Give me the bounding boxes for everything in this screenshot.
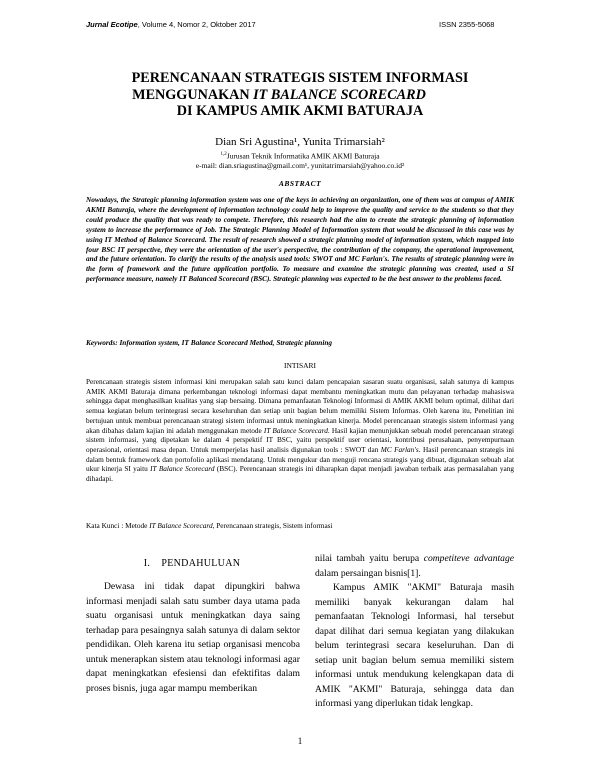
running-header-journal xyxy=(86,20,256,29)
intisari-p3-italic: IT Balance Scorecard xyxy=(150,464,215,474)
intisari-p1: Perencanaan strategis sistem informasi kini merupakan salah satu kunci dalam pencapaian sasaran suatu organisasi, salah satunya di kampus AMIK AKMI Baturaja dimana perkembangan teknologi informasi dapat membantu meningkatkan mutu dan pelayanan terhadap mahasiswa sehingga dapat menghasilkan kualitas yang siap bersaing. Dimana pemanfaatan Teknologi Informasi di AMIK AKMI belum optimal, dilihat dari semua kegiatan belum terintegrasi secara keseluruhan dan setiap unit bagian belum memiliki Sistem Informas. Oleh karena itu, Penelitian ini bertujuan untuk membuat perencanaan strategi sistem informasi untuk meningkatkan kinerja. Model perencanaan strategis sistem informasi yang akan dibahas dalam kajian ini adalah menggunakan metode xyxy=(86,377,514,435)
kata-kunci-a: Kata Kunci : Metode xyxy=(86,521,150,530)
page-number: 1 xyxy=(297,736,303,746)
title-line-2-italic: IT BALANCE SCORECARD xyxy=(253,86,426,103)
keywords: Keywords: Information system, IT Balance Scorecard Method, Strategic planning xyxy=(86,338,333,347)
right-paragraph-2: Kampus AMIK "AKMI" Baturaja masih memiliki banyak kekurangan dalam hal pemanfaatan Teknologi Informasi, hal tersebut dapat dilihat dari semua kegiatan yang dilakukan belum terintegrasi secara keseluruhan. Dan di setiap unit bagian belum semua memiliki sistem informasi untuk mendukung kelengkapan data di AMIK "AKMI" Baturaja, sehingga data dan informasi yang diperlukan tidak lengkap. xyxy=(315,582,514,709)
intisari-p2: . Hasil kajian menunjukkan sebuah model perencanaan strategi sistem informasi, yang dipetakan ke dalam 4 perspektif IT BSC, yaitu perspektif user orientasi, kontribusi perusahaan, penyempurnaan operasional, orientasi masa depan. Untuk memperjelas hasil analisis digunakan tools : SWOT dan xyxy=(86,425,515,454)
right-p1-italic: competiteve advantage xyxy=(423,553,515,564)
right-paragraph-1 xyxy=(315,552,514,581)
kata-kunci-italic: IT Balance Scorecard xyxy=(149,521,213,530)
right-p1-a: nilai tambah yaitu berupa xyxy=(315,553,424,564)
intisari-p1-italic: IT Balance Scorecard xyxy=(263,425,328,435)
kata-kunci-b: , Perencanaan strategis, Sistem informasi xyxy=(212,521,333,530)
right-p1-b: dalam persaingan bisnis[1]. xyxy=(315,567,421,579)
left-paragraph: Dewasa ini tidak dapat dipungkiri bahwa informasi menjadi salah satu sumber daya utama pada suatu organisasi untuk meningkatkan daya saing terhadap para pesaingnya salah satunya di dalam sektor pendidikan. Oleh karena itu setiap organisasi mencoba untuk menerapkan sistem atau teknologi informasi agar dapat meningkatkan efesiensi dan efektifitas dalam proses bisnis, juga agar mampu memberikan xyxy=(86,581,300,694)
authors: Dian Sri Agustina¹, Yunita Trimarsiah² xyxy=(215,136,385,148)
paper-title xyxy=(60,70,540,120)
title-line-2 xyxy=(18,87,540,104)
intisari-p3: . Hasil perencanaan strategis ini dalam bentuk framework dan portofolio aplikasi mendatang. Untuk mengukur dan menguji rencana strategis yang dibuat, digunakan sebuah alat ukur kinerja SI yaitu xyxy=(86,444,514,474)
intisari-p4: (BSC). Perencanaan strategis ini diharapkan dapat menjadi jawaban terbaik atas permasalahan yang dihadapi. xyxy=(86,464,515,484)
section-heading-pendahuluan xyxy=(86,558,298,569)
journal-details: , Volume 4, Nomor 2, Oktober 2017 xyxy=(137,20,256,29)
affiliation-email: e-mail: dian.sriagustina@gmail.com¹, yunitatrimarsiah@yahoo.co.id² xyxy=(195,161,405,170)
abstract-body: Nowadays, the Strategic planning information system was one of the keys in achieving an organization, one of them was at campus of AMIK AKMI Baturaja, where the development of information technology could help to improve the quality and service to the students so that they could produce the quality that was ready to compete. Therefore, this research had the aim to create the strategic planning of information system to increase the performance of Job. The Strategic Planning Model of Information system that would be discussed in this case was by using IT Method of Balance Scorecard. The result of research showed a strategic planning model of information system, which mapped into four BSC IT perspective, they were the orientation of the user's perspective, the contribution of the company, the operational improvement, and the future orientation. To clarify the results of the analysis used tools: SWOT and MC Farlan's. The results of strategic planning were in the form of framework and the future application portfolio. To measure and examine the strategic planning was created, used a SI performance measure, namely IT Balanced Scorecard (BSC). Strategic planning was expected to be the best answer to the problems faced. xyxy=(86,195,514,284)
title-line-2-text: MENGGUNAKAN xyxy=(132,86,254,103)
affiliation-sup: 1,2 xyxy=(220,152,227,157)
intisari-p2-italic: MC Farlan's xyxy=(380,444,419,454)
intisari-body xyxy=(86,377,514,484)
affiliation xyxy=(60,150,540,171)
affiliation-dept: Jurusan Teknik Informatika AMIK AKMI Baturaja xyxy=(226,151,380,161)
journal-name: Jurnal Ecotipe xyxy=(86,20,138,29)
affiliation-dept-line xyxy=(60,150,540,161)
title-line-3: DI KAMPUS AMIK AKMI BATURAJA xyxy=(176,103,424,119)
kata-kunci xyxy=(86,521,514,530)
abstract-heading: ABSTRACT xyxy=(278,179,322,188)
issn: ISSN 2355-5068 xyxy=(439,20,495,29)
section-heading-text: I. PENDAHULUAN xyxy=(143,558,241,569)
intisari-heading: INTISARI xyxy=(283,361,317,370)
title-line-1: PERENCANAAN STRATEGIS SISTEM INFORMASI xyxy=(131,70,469,86)
column-right xyxy=(315,552,514,712)
column-left xyxy=(86,580,300,696)
